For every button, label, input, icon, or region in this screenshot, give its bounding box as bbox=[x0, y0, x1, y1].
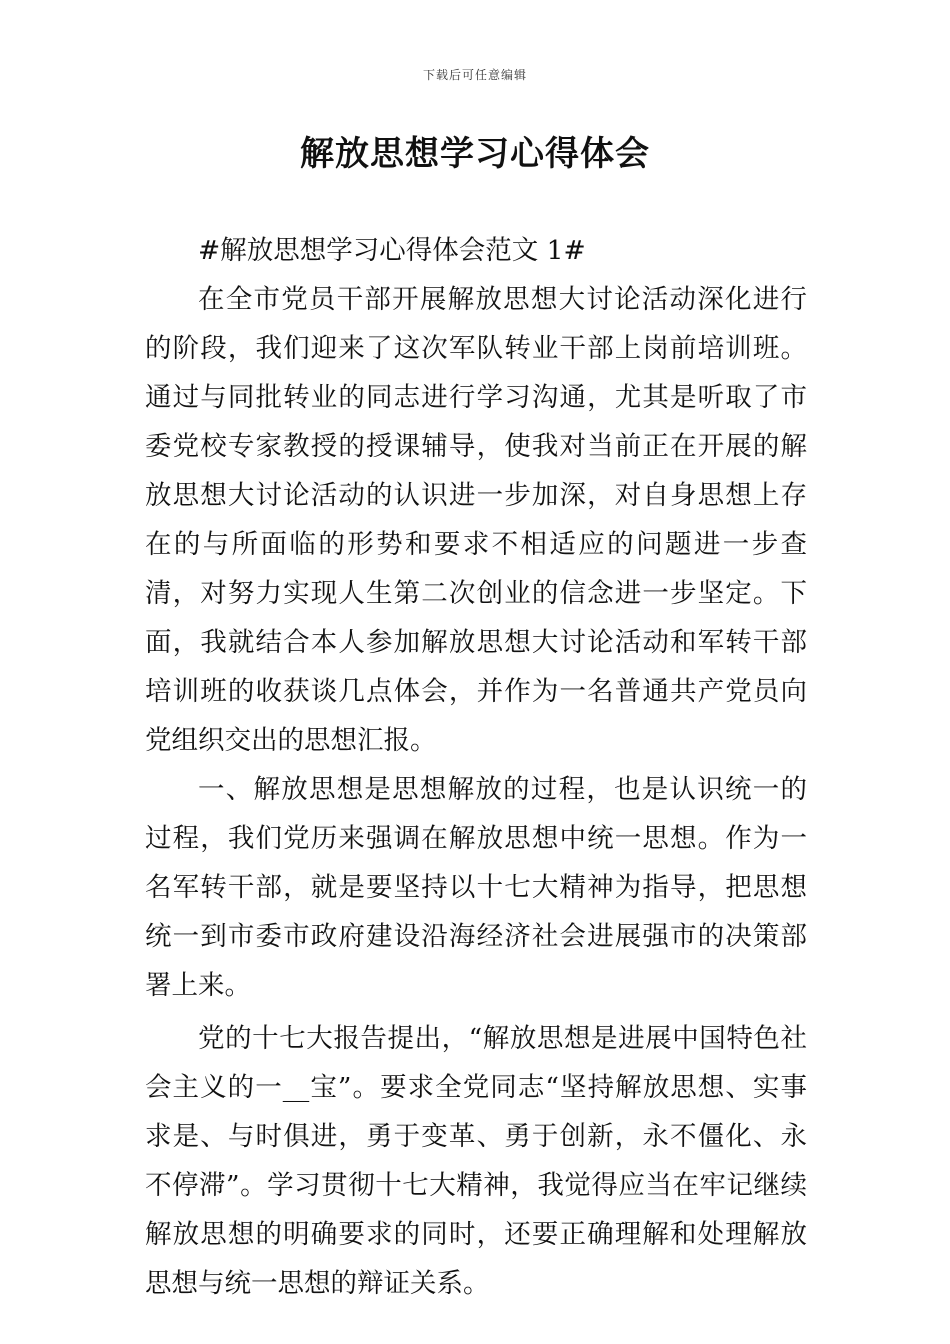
paragraph: 在全市党员干部开展解放思想大讨论活动深化进行的阶段，我们迎来了这次军队转业干部上岗前培训班。通过与同批转业的同志进行学习沟通，尤其是听取了市委党校专家教授的授课辅导，使我对当前正在开展的解放思想大讨论活动的认识进一步加深，对自身思想上存在的与所面临的形势和要求不相适应的问题进一步查清，对努力实现人生第二次创业的信念进一步坚定。下面，我就结合本人参加解放思想大讨论活动和军转干部培训班的收获谈几点体会，并作为一名普通共产党员向党组织交出的思想汇报。 bbox=[145, 284, 807, 756]
paragraph: 党的十七大报告提出，“解放思想是进展中国特色社会主义的一__宝”。要求全党同志“坚持解放思想、实事求是、与时俱进，勇于变革、勇于创新，永不僵化、永不停滞”。学习贯彻十七大精神，我觉得应当在牢记继续解放思想的明确要求的同时，还要正确理解和处理解放思想与统一思想的辩证关系。 bbox=[145, 1023, 807, 1299]
document-title: 解放思想学习心得体会 bbox=[300, 134, 650, 174]
header-note: 下载后可任意编辑 bbox=[422, 68, 527, 82]
document-body bbox=[145, 226, 807, 1308]
paragraph-subtitle: #解放思想学习心得体会范文 1# bbox=[198, 235, 586, 266]
paragraph: 一、解放思想是思想解放的过程，也是认识统一的过程，我们党历来强调在解放思想中统一思想。作为一名军转干部，就是要坚持以十七大精神为指导，把思想统一到市委市政府建设沿海经济社会进展强市的决策部署上来。 bbox=[145, 774, 807, 1001]
